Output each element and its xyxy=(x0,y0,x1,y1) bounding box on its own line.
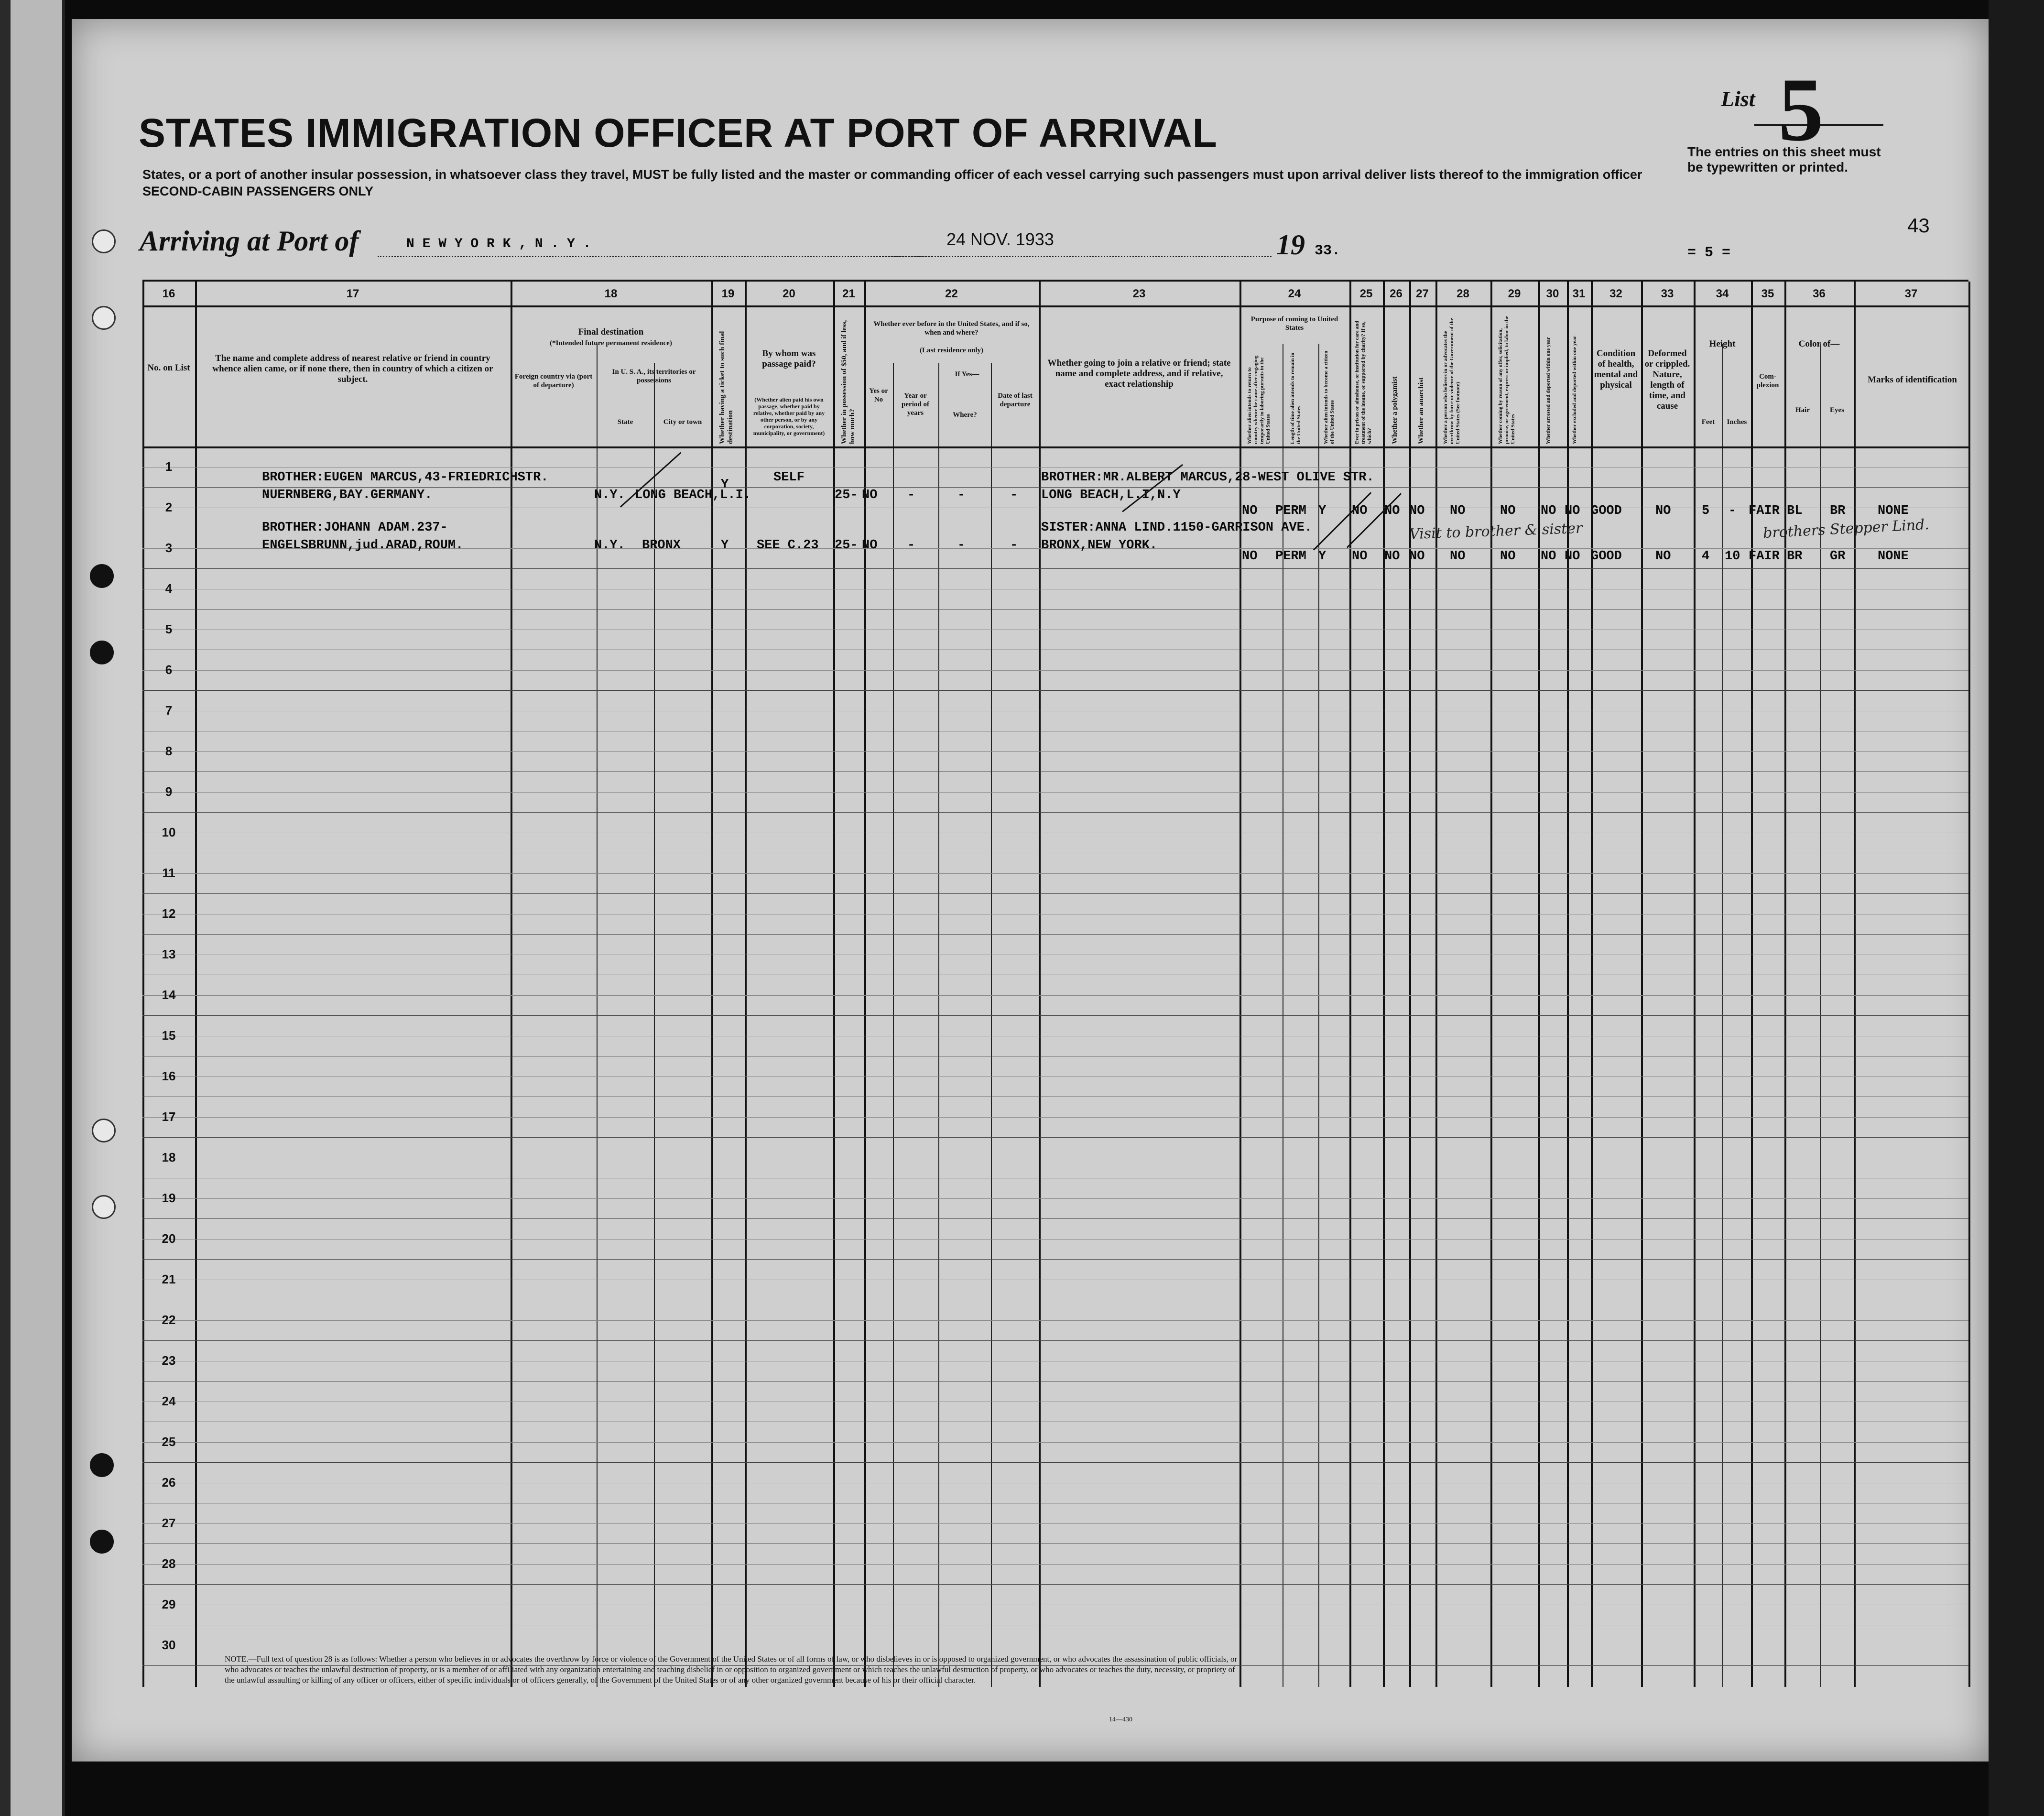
header-relative: The name and complete address of nearest relative or friend in country whence alien came, or if none there, then in country of which a citizen or subject. xyxy=(212,353,493,384)
row1-length: PERM xyxy=(1275,504,1306,518)
page-title: STATES IMMIGRATION OFFICER AT PORT OF ARRIVAL xyxy=(139,110,1218,155)
binder-hole xyxy=(92,229,116,253)
header-deformed: Deformed or crippled. Nature, length of time, and cause xyxy=(1644,348,1690,411)
row-line xyxy=(142,1015,1968,1016)
row1-hair: BL xyxy=(1787,504,1803,518)
row2-prison: NO xyxy=(1352,549,1368,564)
col-number: 25 xyxy=(1359,287,1373,300)
row-line xyxy=(142,568,1968,569)
header-prison: Ever in prison or almshouse, or institution for care and treatment of the insane, or supported by charity? If so, which? xyxy=(1354,320,1372,444)
row2-length: PERM xyxy=(1275,549,1306,564)
col-number: 33 xyxy=(1661,287,1674,300)
row-number: 28 xyxy=(162,1556,176,1571)
col-number: 28 xyxy=(1457,287,1469,300)
row1-inches: - xyxy=(1729,504,1737,518)
header-inches: Inches xyxy=(1727,418,1747,426)
header-before-note: (Last residence only) xyxy=(919,347,984,354)
header-overthrow: Whether a person who believes in or advocates the overthrow by force or violence of the Government of the United States (See footnote) xyxy=(1443,318,1461,444)
row-subline xyxy=(142,1239,1968,1240)
row2-money: 25- xyxy=(835,538,858,553)
row-number: 19 xyxy=(162,1190,176,1205)
header-money: Whether in possession of $50, and if less, how much? xyxy=(840,320,856,444)
row-subline xyxy=(142,1442,1968,1443)
col-number: 19 xyxy=(721,287,735,300)
header-complexion: Com-plexion xyxy=(1756,373,1779,389)
year-suffix: 33. xyxy=(1315,243,1341,259)
row-line xyxy=(142,934,1968,935)
header-return: Whether alien intends to return to country whence he came after engaging temporarily in laboring pursuits in the United States xyxy=(1247,355,1271,444)
handwritten-number: 43 xyxy=(1907,214,1930,237)
header-passage-paid: By whom was passage paid? xyxy=(762,348,816,369)
list-note-line: The entries on this sheet must xyxy=(1687,144,1881,159)
binder-hole xyxy=(90,641,114,664)
row-subline xyxy=(142,1198,1968,1199)
row2-return: NO xyxy=(1242,549,1258,564)
row-line xyxy=(142,893,1968,894)
binder-hole xyxy=(92,1195,116,1219)
row2-marks: NONE xyxy=(1878,549,1909,564)
row-number: 30 xyxy=(162,1637,176,1652)
row2-joining-line1: SISTER:ANNA LIND.1150-GARRISON AVE. xyxy=(1041,521,1313,535)
col-number: 27 xyxy=(1416,287,1429,300)
row-subline xyxy=(142,1320,1968,1321)
row2-deformed: NO xyxy=(1655,549,1671,564)
row-number: 1 xyxy=(165,459,173,474)
handwritten-relatives-note: brothers Stepper Lind. xyxy=(1762,516,1930,542)
row-subline xyxy=(142,1523,1968,1524)
row2-joining-line2: BRONX,NEW YORK. xyxy=(1041,538,1158,553)
manifest-table xyxy=(142,280,1968,1687)
row1-ticket: Y xyxy=(721,478,729,492)
col-number: 37 xyxy=(1904,287,1918,300)
row2-before: NO xyxy=(862,538,878,553)
header-usa: In U. S. A., its territories or possessions xyxy=(612,368,696,384)
row-number: 26 xyxy=(162,1475,176,1490)
row1-anarchist: NO xyxy=(1409,504,1425,518)
header-period: Year or period of years xyxy=(902,392,929,417)
col-number: 32 xyxy=(1609,287,1622,300)
row1-eyes: BR xyxy=(1830,504,1846,518)
row-number: 21 xyxy=(162,1272,176,1286)
row2-citizen: Y xyxy=(1318,549,1326,564)
row-number: 12 xyxy=(162,906,176,921)
header-color: Color of— xyxy=(1798,339,1840,349)
row2-where: - xyxy=(957,538,966,553)
header-labor: Whether coming by reason of any offer, solicitation, promise, or agreement, express or implied, to labor in the United States xyxy=(1498,315,1516,444)
row1-state: N.Y. xyxy=(594,488,625,502)
row-line xyxy=(142,1137,1968,1138)
adjacent-page-edge xyxy=(0,0,65,1816)
binder-hole xyxy=(90,1530,114,1554)
row2-relative-line2: ENGELSBRUNN,jud.ARAD,ROUM. xyxy=(262,538,464,553)
col-number: 34 xyxy=(1716,287,1729,300)
row-line xyxy=(142,1218,1968,1219)
col-number: 35 xyxy=(1761,287,1774,300)
row-number: 22 xyxy=(162,1312,176,1327)
row2-overthrow: NO xyxy=(1450,549,1466,564)
row-number: 17 xyxy=(162,1109,176,1124)
col-number: 29 xyxy=(1508,287,1521,300)
row-line xyxy=(142,1584,1968,1585)
row-subline xyxy=(142,751,1968,752)
row2-labor: NO xyxy=(1500,549,1516,564)
col-number: 17 xyxy=(346,287,359,300)
row2-ticket: Y xyxy=(721,538,729,553)
date-stamp: 24 NOV. 1933 xyxy=(946,229,1054,249)
row-subline xyxy=(142,1117,1968,1118)
row-line xyxy=(142,487,1968,488)
binder-hole xyxy=(92,1119,116,1142)
header-final-destination-note: (*Intended future permanent residence) xyxy=(550,339,672,347)
col-number: 31 xyxy=(1572,287,1586,300)
row1-date: - xyxy=(1010,488,1018,502)
list-number: 5 xyxy=(1778,60,1824,160)
row-subline xyxy=(142,995,1968,996)
row2-relative-line1: BROTHER:JOHANN ADAM.237- xyxy=(262,521,448,535)
header-joining: Whether going to join a relative or friend; state name and complete address, and if relative, exact relationship xyxy=(1047,358,1231,389)
row-number: 10 xyxy=(162,825,176,839)
header-anarchist: Whether an anarchist xyxy=(1417,377,1425,444)
row-subline xyxy=(142,467,1968,468)
row1-before: NO xyxy=(862,488,878,502)
list-note-line: be typewritten or printed. xyxy=(1687,160,1848,174)
header-passage-note: (Whether alien paid his own passage, whether paid by relative, whether paid by any other person, or by any corporation, society, municipality, or government) xyxy=(753,396,825,436)
arriving-label: Arriving at Port of xyxy=(140,225,359,257)
row-line xyxy=(142,812,1968,813)
header-feet: Feet xyxy=(1701,418,1715,426)
header-polygamist: Whether a polygamist xyxy=(1391,376,1399,444)
row1-period: - xyxy=(907,488,915,502)
row2-feet: 4 xyxy=(1702,549,1710,564)
form-code: 14—430 xyxy=(1109,1716,1132,1723)
row1-health: GOOD xyxy=(1591,504,1622,518)
row2-polygamist: NO xyxy=(1384,549,1400,564)
row1-joining-line2: LONG BEACH,L.I,N.Y xyxy=(1041,488,1181,502)
row-number: 7 xyxy=(165,703,173,718)
header-arrested: Whether arrested and deported within one year xyxy=(1545,337,1551,444)
row-number: 9 xyxy=(165,784,173,799)
row-number: 16 xyxy=(162,1068,176,1083)
list-underline xyxy=(1754,124,1883,126)
header-state: State xyxy=(617,418,633,426)
row-line xyxy=(142,690,1968,691)
row-number: 3 xyxy=(165,540,173,555)
col-number: 36 xyxy=(1813,287,1826,300)
sheet-marker: = 5 = xyxy=(1687,245,1731,261)
header-before-in-us: Whether ever before in the United States, and if so, when and where? xyxy=(873,320,1030,337)
row2-city: BRONX xyxy=(642,538,681,553)
row1-citizen: Y xyxy=(1318,504,1326,518)
row-line xyxy=(142,1340,1968,1341)
row2-arrested: NO xyxy=(1541,549,1556,564)
col-number: 16 xyxy=(162,287,175,300)
header-citizen: Whether alien intends to become a citizen of the United States xyxy=(1323,350,1335,444)
binder-hole xyxy=(90,564,114,588)
port-line xyxy=(378,256,932,257)
header-if-yes: If Yes— xyxy=(955,370,979,378)
row-number: 27 xyxy=(162,1515,176,1530)
check-mark xyxy=(1313,492,1371,550)
row1-overthrow: NO xyxy=(1450,504,1466,518)
header-city: City or town xyxy=(663,418,702,426)
header-final-destination: Final destination xyxy=(578,327,644,337)
right-binding-edge xyxy=(1989,0,2044,1816)
row-subline xyxy=(142,1564,1968,1565)
row1-prison: NO xyxy=(1352,504,1368,518)
row1-feet: 5 xyxy=(1702,504,1710,518)
row1-joining-line1: BROTHER:MR.ALBERT MARCUS,28-WEST OLIVE STR. xyxy=(1041,470,1374,485)
col-number: 30 xyxy=(1546,287,1559,300)
row1-deformed: NO xyxy=(1655,504,1671,518)
footnote: NOTE.—Full text of question 28 is as follows: Whether a person who believes in or advocates the overthrow by force or violence of the Government of the United States or of all forms of law, or who disbelieves in or is opposed to organized government, or who advocates the assassination of public officials, or who advocates or teaches the unlawful destruction of property, or is a member of or affiliated with any organization entertaining and teaching disbelief in or opposition to organized government or which teaches the unlawful destruction of property, or who advocates or teaches the duty, necessity, or propriety of the unlawful assaulting or killing of any officer or officers, either of specific individuals or of officers generally, of the Government of the United States or of any other organized government because of his or their official character. xyxy=(225,1654,1238,1685)
binder-hole xyxy=(90,1453,114,1477)
row-number: 20 xyxy=(162,1231,176,1246)
header-date-departure: Date of last departure xyxy=(998,392,1033,408)
row-number: 14 xyxy=(162,987,176,1002)
row-number: 18 xyxy=(162,1150,176,1164)
row2-inches: 10 xyxy=(1725,549,1740,564)
header-where: Where? xyxy=(953,411,977,419)
row-number: 25 xyxy=(162,1434,176,1449)
row2-health: GOOD xyxy=(1591,549,1622,564)
col-number: 26 xyxy=(1390,287,1403,300)
col-number: 18 xyxy=(604,287,618,300)
date-line xyxy=(880,256,1272,257)
row-number: 15 xyxy=(162,1028,176,1043)
header-ticket: Whether having a ticket to such final destination xyxy=(718,331,734,444)
header-foreign-country: Foreign country via (port of departure) xyxy=(514,373,593,389)
row1-marks: NONE xyxy=(1878,504,1909,518)
binder-hole xyxy=(92,306,116,330)
col-number: 24 xyxy=(1288,287,1301,300)
row-number: 13 xyxy=(162,946,176,961)
row-number: 6 xyxy=(165,662,173,677)
row-number: 11 xyxy=(162,865,175,880)
year-prefix: 19 xyxy=(1276,229,1305,261)
row1-polygamist: NO xyxy=(1384,504,1400,518)
row-number: 8 xyxy=(165,743,173,758)
row2-period: - xyxy=(907,538,915,553)
row1-excluded: NO xyxy=(1565,504,1580,518)
row-number: 4 xyxy=(165,581,173,596)
list-label: List xyxy=(1721,87,1755,111)
row-subline xyxy=(142,873,1968,874)
cabin-class: SECOND-CABIN PASSENGERS ONLY xyxy=(142,184,374,198)
row1-where: - xyxy=(957,488,966,502)
header-excluded: Whether excluded and deported within one year xyxy=(1572,336,1577,444)
row2-excluded: NO xyxy=(1565,549,1580,564)
row2-date: - xyxy=(1010,538,1018,553)
list-note xyxy=(1687,144,1881,175)
col-number: 20 xyxy=(783,287,795,300)
row2-complexion: FAIR xyxy=(1749,549,1780,564)
row2-paid-by: SEE C.23 xyxy=(757,538,819,553)
row1-relative-line2: NUERNBERG,BAY.GERMANY. xyxy=(262,488,433,502)
row2-state: N.Y. xyxy=(594,538,625,553)
header-no-on-list: No. on List xyxy=(147,363,190,373)
row-number: 29 xyxy=(162,1597,176,1611)
col-number: 22 xyxy=(945,287,958,300)
handwritten-visit-note: Visit to brother & sister xyxy=(1409,520,1583,543)
instructions-line: States, or a port of another insular possession, in whatsoever class they travel, MUST be fully listed and the master or commanding officer of each vessel carrying such passengers must upon arrival deliver lists thereof to the immigration officer xyxy=(142,167,1642,182)
header-yes-no: Yes or No xyxy=(869,387,888,403)
row-number: 24 xyxy=(162,1393,176,1408)
col-number: 21 xyxy=(842,287,855,300)
row1-relative-line1: BROTHER:EUGEN MARCUS,43-FRIEDRICHSTR. xyxy=(262,470,549,485)
row1-paid-by: SELF xyxy=(773,470,805,485)
row-number: 2 xyxy=(165,500,173,514)
row2-eyes: GR xyxy=(1830,549,1846,564)
row-line xyxy=(142,1259,1968,1260)
row1-city: LONG BEACH,L.I. xyxy=(635,488,751,502)
row-subline xyxy=(142,670,1968,671)
row1-arrested: NO xyxy=(1541,504,1556,518)
header-height: Height xyxy=(1709,339,1736,349)
row1-return: NO xyxy=(1242,504,1258,518)
row-number: 23 xyxy=(162,1353,176,1368)
header-marks: Marks of identification xyxy=(1868,375,1957,385)
row2-anarchist: NO xyxy=(1409,549,1425,564)
row1-labor: NO xyxy=(1500,504,1516,518)
manifest-sheet xyxy=(72,19,1989,1762)
header-purpose: Purpose of coming to United States xyxy=(1250,315,1338,332)
port-value: N E W Y O R K , N . Y . xyxy=(406,237,591,251)
header-eyes: Eyes xyxy=(1830,406,1844,414)
row-number: 5 xyxy=(165,621,173,636)
row-subline xyxy=(142,792,1968,793)
header-health: Condition of health, mental and physical xyxy=(1594,348,1638,390)
row1-money: 25- xyxy=(835,488,858,502)
col-number: 23 xyxy=(1132,287,1146,300)
row1-complexion: FAIR xyxy=(1749,504,1780,518)
row2-hair: BR xyxy=(1787,549,1803,564)
row-line xyxy=(142,1462,1968,1463)
check-mark xyxy=(1347,493,1402,548)
header-hair: Hair xyxy=(1795,406,1810,414)
header-length: Length of time alien intends to remain in the United States xyxy=(1290,352,1302,444)
